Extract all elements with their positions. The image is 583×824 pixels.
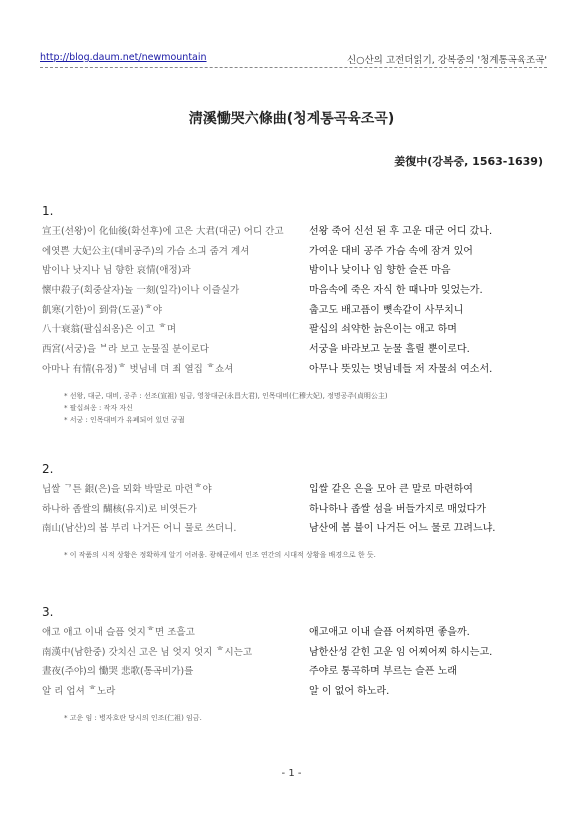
- verse-line: [42, 301, 542, 321]
- verse-line: [42, 500, 542, 520]
- verse-line: [42, 519, 542, 539]
- original-text: 알 리 업셔 ᄒ노라: [42, 686, 116, 698]
- original-text: 西宮(서궁)을 ᄇ라 보고 눈물질 분이로다: [42, 344, 209, 356]
- modern-text: 남한산성 갇힌 고운 임 어찌어찌 하시는고.: [309, 646, 493, 658]
- page-number: - 1 -: [281, 768, 302, 779]
- poem-section-1: [42, 204, 542, 426]
- modern-text: 밤이나 낮이나 임 향한 슬픈 마음: [309, 265, 451, 277]
- author-line: 姜復中(강복중, 1563-1639): [394, 155, 543, 168]
- verse-line: [42, 643, 542, 663]
- original-text: 아마나 有情(유정)ᄒ 벗님네 뎌 죄 열집 ᄒ쇼셔: [42, 363, 234, 375]
- footnote: * 선왕, 대군, 대비, 공주 : 선조(宣祖) 임금, 영창대군(永昌大君), 인목대비(仁穆大妃), 정명공주(貞明公主): [64, 391, 388, 400]
- footnote: * 고운 임 : 병자호란 당시의 인조(仁祖) 임금.: [64, 713, 202, 722]
- modern-text: 입쌀 같은 은을 모아 큰 말로 마련하여: [309, 484, 473, 495]
- original-text: 하나하 좁쌀의 醐核(유지)로 비엿든가: [42, 503, 197, 515]
- modern-text: 알 이 없어 하노라.: [309, 686, 390, 698]
- verse-line: [42, 281, 542, 301]
- header-divider: [40, 67, 547, 68]
- verse-line: [42, 261, 542, 281]
- footnote: * 서궁 : 인목대비가 유폐되어 있던 궁궐: [64, 416, 185, 425]
- modern-text: 아무나 뜻있는 벗님네들 저 자물쇠 여소서.: [309, 363, 493, 375]
- verse-line: [42, 682, 542, 702]
- verse-line: [42, 320, 542, 340]
- modern-text: 남산에 봄 불이 나거든 어느 물로 끄려느냐.: [309, 523, 496, 535]
- original-text: 닙쌀 ᄀ튼 銀(은)을 뫼화 박말로 마련ᄒ야: [42, 484, 212, 495]
- original-text: 宣王(선왕)이 化仙後(화선후)에 고은 大君(대군) 어디 간고: [42, 226, 284, 237]
- footnotes: [42, 390, 542, 427]
- poem-section-2: [42, 462, 542, 561]
- verse-line: [42, 242, 542, 262]
- original-text: 晝夜(주야)의 慟哭 悲歌(통곡비가)를: [42, 666, 194, 678]
- verse-line: [42, 340, 542, 360]
- original-text: 밤이나 낫지나 님 향한 哀情(애정)과: [42, 265, 191, 277]
- modern-text: 팔십의 쇠약한 늙은이는 애고 하며: [309, 324, 457, 336]
- modern-text: 춥고도 배고픔이 뼛속같이 사무치니: [309, 304, 464, 316]
- blog-link[interactable]: http://blog.daum.net/newmountain: [40, 52, 207, 63]
- verse-line: [42, 222, 542, 242]
- footnotes: [42, 549, 542, 561]
- verse-line: [42, 360, 542, 380]
- original-text: 懷中殺子(회중살자)놀 一刻(일각)이나 이즐실가: [42, 285, 240, 297]
- section-number: 3.: [42, 605, 54, 619]
- footnote: * 이 작품의 시적 상황은 정확하게 알기 어려움. 광해군에서 인조 연간의 시대적 상황을 배경으로 한 듯.: [64, 551, 376, 560]
- footnotes: [42, 712, 542, 724]
- original-text: 飢寒(기한)이 到骨(도골)ᄒ야: [42, 304, 163, 316]
- header-caption: 신○산의 고전더읽기, 강복중의 '청계통곡육조곡': [347, 55, 547, 66]
- original-text: 南山(남산)의 봄 부리 나거든 어니 물로 쓰더니.: [42, 523, 237, 535]
- poem-section-3: [42, 605, 542, 724]
- modern-text: 선왕 죽어 신선 된 후 고운 대군 어디 갔나.: [309, 226, 493, 237]
- section-number: 2.: [42, 462, 54, 476]
- original-text: 南漢中(남한중) 갓치신 고은 님 엇지 엇지 ᄒ시는고: [42, 646, 253, 658]
- verse-line: [42, 623, 542, 643]
- footnote: * 팔십쇠옹 : 작자 자신: [64, 403, 133, 412]
- modern-text: 가여운 대비 공주 가슴 속에 잠겨 있어: [309, 245, 473, 257]
- modern-text: 마음속에 죽은 자식 한 때나마 잊었는가.: [309, 285, 483, 297]
- modern-text: 하나하나 좁쌀 섬을 버들가지로 매었다가: [309, 503, 486, 515]
- document-title: 淸溪慟哭六條曲(청계통곡육조곡): [188, 111, 395, 127]
- verse-line: [42, 480, 542, 500]
- verse-line: [42, 662, 542, 682]
- original-text: 八十衰翁(팔십쇠옹)은 이고 ᄒ며: [42, 324, 177, 336]
- modern-text: 서궁을 바라보고 눈물 흘릴 뿐이로다.: [309, 344, 470, 356]
- section-number: 1.: [42, 204, 54, 218]
- modern-text: 주야로 통곡하며 부르는 슬픈 노래: [309, 666, 457, 678]
- original-text: 애고 애고 이내 슬픔 엇지ᄒ면 조흘고: [42, 627, 195, 638]
- original-text: 에엿쁜 大妃公主(대비공주)의 가슴 소긔 줌겨 계셔: [42, 245, 250, 257]
- modern-text: 애고애고 이내 슬픔 어찌하면 좋을까.: [309, 627, 470, 638]
